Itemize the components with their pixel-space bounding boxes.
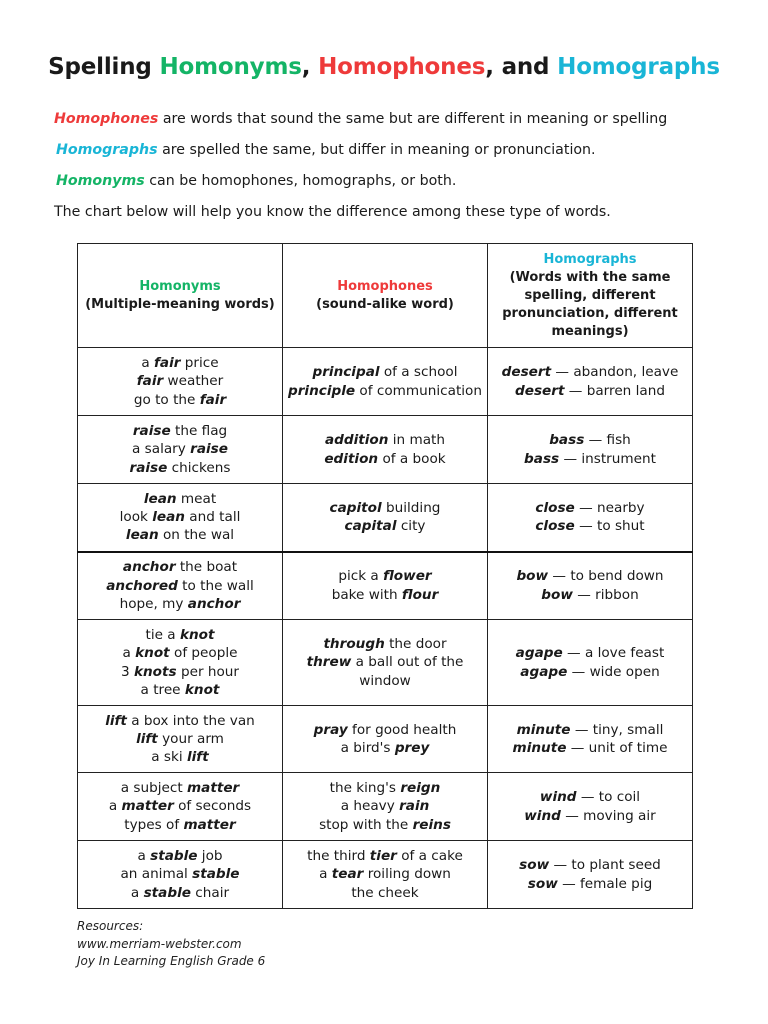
homonyms-cell: [78, 484, 283, 552]
example-after: — to bend down: [548, 568, 664, 585]
table-row: [78, 484, 693, 552]
example-keyword: stable: [150, 848, 198, 865]
example-line: [492, 499, 688, 517]
example-before: a subject: [120, 780, 187, 797]
header-subtitle: (Words with the same spelling, different pronunciation, different meanings): [502, 269, 678, 339]
example-before: a: [319, 866, 332, 883]
table-row: [78, 706, 693, 773]
example-keyword: anchor: [187, 595, 241, 612]
example-line: [82, 681, 278, 699]
example-keyword: raise: [190, 441, 228, 458]
example-after: to the wall: [177, 577, 254, 594]
example-line: [287, 884, 483, 902]
table-row: [78, 620, 693, 706]
example-after: of communication: [355, 382, 482, 399]
example-after: for good health: [347, 721, 457, 738]
table-body: [78, 348, 693, 909]
example-line: [492, 586, 688, 604]
example-keyword: reign: [400, 780, 441, 797]
intro-term: Homographs: [56, 142, 158, 158]
example-line: [287, 450, 483, 468]
example-before: 3: [120, 663, 134, 680]
example-after: — to coil: [576, 789, 641, 806]
example-line: [492, 567, 688, 585]
resources-book: Joy In Learning English Grade 6: [77, 954, 266, 968]
example-keyword: threw: [306, 654, 352, 671]
example-after: — nearby: [574, 499, 645, 516]
example-keyword: stable: [143, 884, 191, 901]
example-after: — instrument: [559, 450, 656, 467]
example-before: a: [122, 645, 136, 662]
example-after: and tall: [184, 509, 241, 526]
homophones-cell: [283, 841, 488, 909]
homographs-cell: [488, 773, 693, 841]
resources: [77, 918, 265, 971]
example-line: [287, 517, 483, 535]
example-keyword: agape: [520, 663, 568, 680]
homophones-cell: [283, 706, 488, 773]
example-after: — unit of time: [566, 740, 668, 756]
intro-text: are spelled the same, but differ in meaning or pronunciation.: [157, 142, 596, 158]
header-title: Homonyms: [139, 278, 221, 294]
example-after: the door: [384, 636, 447, 653]
homophones-cell: [283, 484, 488, 552]
example-line: [492, 875, 688, 893]
homographs-cell: [488, 620, 693, 706]
example-keyword: capitol: [329, 499, 382, 516]
homographs-cell: [488, 484, 693, 552]
header-subtitle: (Multiple-meaning words): [85, 296, 275, 312]
title-homophones: Homophones: [318, 54, 486, 80]
example-before: types of: [124, 816, 184, 833]
example-after: job: [197, 848, 223, 865]
example-keyword: fair: [154, 355, 181, 372]
intro-homonyms: [56, 172, 456, 190]
example-line: [287, 779, 483, 797]
example-keyword: desert: [515, 382, 565, 399]
example-after: — moving air: [560, 807, 656, 824]
example-keyword: through: [323, 636, 385, 653]
example-keyword: bow: [541, 586, 573, 603]
example-line: [82, 422, 278, 440]
example-line: [287, 635, 483, 653]
example-after: of people: [169, 645, 238, 662]
example-before: the king's: [329, 780, 401, 797]
example-line: [82, 663, 278, 681]
intro-text: are words that sound the same but are different in meaning or spelling: [158, 111, 668, 127]
example-before: bake with: [331, 586, 402, 603]
example-keyword: anchored: [106, 577, 178, 594]
homographs-cell: [488, 416, 693, 484]
homographs-cell: [488, 348, 693, 416]
header-homonyms: [78, 244, 283, 348]
example-keyword: bow: [516, 568, 549, 585]
table-row: [78, 416, 693, 484]
example-before: a heavy: [340, 798, 400, 815]
table-row: [78, 841, 693, 909]
example-keyword: addition: [324, 432, 389, 449]
example-line: [492, 363, 688, 381]
example-keyword: knot: [179, 626, 215, 643]
example-after: on the wal: [158, 527, 235, 544]
example-line: [287, 499, 483, 517]
example-after: price: [180, 355, 219, 372]
homographs-cell: [488, 706, 693, 773]
table-row: [78, 348, 693, 416]
example-keyword: raise: [132, 423, 171, 440]
example-line: [492, 856, 688, 874]
header-subtitle: (sound-alike word): [316, 296, 454, 312]
homonyms-cell: [78, 841, 283, 909]
example-after: of a book: [378, 450, 446, 467]
example-keyword: fair: [199, 391, 227, 408]
page-title: [0, 54, 768, 80]
example-keyword: minute: [512, 740, 567, 756]
example-line: [492, 517, 688, 535]
example-keyword: lean: [125, 527, 159, 544]
example-after: — female pig: [557, 875, 653, 892]
example-line: [287, 363, 483, 381]
example-after: — fish: [584, 432, 631, 449]
example-keyword: stable: [192, 866, 240, 883]
example-line: [287, 567, 483, 585]
example-before: a: [141, 355, 155, 372]
example-after: roiling down: [363, 866, 451, 883]
example-keyword: lean: [143, 490, 177, 507]
example-after: — barren land: [564, 382, 665, 399]
example-after: building: [381, 499, 441, 516]
homonyms-cell: [78, 552, 283, 620]
example-keyword: capital: [344, 518, 397, 535]
example-line: [82, 748, 278, 766]
example-line: [82, 558, 278, 576]
resources-link: www.merriam-webster.com: [77, 936, 242, 951]
example-line: [287, 382, 483, 400]
example-line: [82, 577, 278, 595]
example-line: [82, 626, 278, 644]
example-before: look: [119, 509, 153, 526]
example-keyword: matter: [183, 816, 236, 833]
example-line: [82, 884, 278, 902]
intro-text: can be homophones, homographs, or both.: [144, 173, 457, 189]
example-keyword: reins: [412, 816, 451, 833]
example-after: — a love feast: [562, 645, 665, 662]
resources-label: Resources:: [77, 919, 144, 933]
example-keyword: tier: [369, 848, 397, 865]
example-keyword: bass: [524, 450, 560, 467]
example-line: [287, 721, 483, 739]
example-after: — ribbon: [572, 586, 639, 603]
example-line: [82, 730, 278, 748]
example-keyword: principle: [288, 382, 356, 399]
header-title: Homographs: [543, 251, 637, 267]
example-line: [492, 807, 688, 825]
intro-homographs: [56, 141, 596, 159]
example-line: [82, 508, 278, 526]
example-after: the boat: [175, 559, 238, 576]
example-after: — to plant seed: [549, 857, 661, 874]
example-line: [287, 816, 483, 834]
title-homonyms: Homonyms: [159, 54, 302, 80]
example-before: a ski: [151, 749, 187, 766]
example-after: city: [396, 518, 426, 535]
homonyms-cell: [78, 773, 283, 841]
example-before: tie a: [145, 626, 180, 643]
example-keyword: wind: [539, 789, 577, 806]
example-keyword: knot: [135, 645, 170, 662]
example-before: a salary: [132, 441, 191, 458]
example-after: in math: [388, 432, 446, 449]
word-table: [77, 243, 693, 909]
example-after: of a school: [379, 364, 458, 381]
example-after: — tiny, small: [570, 721, 664, 738]
example-keyword: minute: [516, 721, 571, 738]
example-before: stop with the: [319, 816, 413, 833]
example-line: [82, 354, 278, 372]
example-line: [287, 653, 483, 671]
example-before: window: [359, 672, 411, 689]
example-before: go to the: [133, 391, 200, 408]
example-after: chickens: [167, 459, 231, 476]
table-row: [78, 552, 693, 620]
example-keyword: lift: [105, 712, 127, 729]
example-line: [82, 816, 278, 834]
example-line: [82, 595, 278, 613]
example-after: a ball out of the: [351, 654, 464, 671]
example-after: meat: [176, 490, 217, 507]
example-keyword: matter: [121, 798, 174, 815]
table-header-row: [78, 244, 693, 348]
homophones-cell: [283, 348, 488, 416]
example-after: your arm: [157, 730, 224, 747]
example-line: [287, 431, 483, 449]
example-line: [287, 739, 483, 757]
example-after: a box into the van: [126, 712, 255, 729]
example-keyword: sow: [527, 875, 558, 892]
example-line: [82, 391, 278, 409]
example-after: the flag: [170, 423, 228, 440]
homographs-cell: [488, 841, 693, 909]
homophones-cell: [283, 416, 488, 484]
example-line: [492, 721, 688, 739]
header-title: Homophones: [337, 278, 433, 294]
example-line: [287, 797, 483, 815]
example-keyword: matter: [186, 780, 240, 797]
example-line: [492, 431, 688, 449]
example-before: the third: [307, 848, 370, 865]
example-line: [492, 788, 688, 806]
example-line: [82, 526, 278, 544]
example-before: hope, my: [119, 595, 188, 612]
example-before: a bird's: [340, 740, 395, 756]
example-after: of seconds: [173, 798, 252, 815]
example-before: pick a: [338, 568, 384, 585]
title-sep-1: ,: [301, 54, 319, 80]
homonyms-cell: [78, 416, 283, 484]
homonyms-cell: [78, 706, 283, 773]
example-line: [82, 459, 278, 477]
example-keyword: rain: [399, 798, 430, 815]
example-keyword: knots: [133, 663, 177, 680]
example-line: [82, 490, 278, 508]
intro-term: Homophones: [54, 111, 159, 127]
homonyms-cell: [78, 348, 283, 416]
example-line: [287, 586, 483, 604]
example-keyword: knot: [184, 681, 220, 698]
homophones-cell: [283, 552, 488, 620]
example-keyword: flower: [383, 568, 432, 585]
example-after: — to shut: [574, 518, 645, 535]
example-after: — wide open: [567, 663, 660, 680]
homophones-cell: [283, 773, 488, 841]
intro-homophones: [54, 110, 667, 128]
example-before: a: [130, 884, 144, 901]
example-line: [287, 672, 483, 690]
example-keyword: wind: [524, 807, 561, 824]
example-keyword: prey: [394, 740, 430, 756]
example-line: [492, 644, 688, 662]
homophones-cell: [283, 620, 488, 706]
homographs-cell: [488, 552, 693, 620]
example-after: — abandon, leave: [551, 364, 679, 381]
example-line: [82, 779, 278, 797]
example-keyword: sow: [519, 857, 550, 874]
example-line: [492, 739, 688, 757]
example-keyword: lift: [186, 749, 209, 766]
example-keyword: tear: [331, 866, 364, 883]
word-chart: [77, 243, 693, 909]
example-before: a: [108, 798, 122, 815]
example-before: an animal: [120, 866, 193, 883]
example-line: [82, 644, 278, 662]
example-after: per hour: [176, 663, 239, 680]
example-keyword: edition: [324, 450, 379, 467]
example-keyword: desert: [501, 364, 552, 381]
example-line: [82, 372, 278, 390]
example-keyword: raise: [129, 459, 168, 476]
example-keyword: anchor: [122, 559, 176, 576]
example-line: [82, 440, 278, 458]
example-line: [82, 847, 278, 865]
example-after: chair: [190, 884, 230, 901]
example-line: [82, 797, 278, 815]
table-row: [78, 773, 693, 841]
example-keyword: close: [535, 518, 575, 535]
example-keyword: agape: [515, 645, 563, 662]
title-prefix: Spelling: [48, 54, 160, 80]
intro-text: The chart below will help you know the difference among these type of words.: [54, 204, 611, 220]
title-sep-2: , and: [485, 54, 558, 80]
example-after: weather: [163, 373, 224, 390]
example-keyword: bass: [549, 432, 585, 449]
example-line: [82, 712, 278, 730]
example-keyword: pray: [313, 721, 348, 738]
header-homographs: [488, 244, 693, 348]
intro-chart-note: [54, 203, 611, 221]
example-before: a: [137, 848, 151, 865]
header-homophones: [283, 244, 488, 348]
example-line: [492, 382, 688, 400]
example-line: [492, 663, 688, 681]
example-keyword: close: [535, 499, 575, 516]
example-keyword: principal: [312, 364, 380, 381]
example-keyword: flour: [401, 586, 439, 603]
example-keyword: fair: [136, 373, 164, 390]
example-before: the cheek: [351, 884, 419, 901]
example-before: a tree: [140, 681, 185, 698]
example-after: of a cake: [396, 848, 463, 865]
example-keyword: lean: [152, 509, 185, 526]
example-line: [287, 847, 483, 865]
example-line: [287, 865, 483, 883]
example-line: [82, 865, 278, 883]
example-line: [492, 450, 688, 468]
intro-term: Homonyms: [56, 173, 145, 189]
title-homographs: Homographs: [557, 54, 720, 80]
homonyms-cell: [78, 620, 283, 706]
example-keyword: lift: [136, 730, 158, 747]
